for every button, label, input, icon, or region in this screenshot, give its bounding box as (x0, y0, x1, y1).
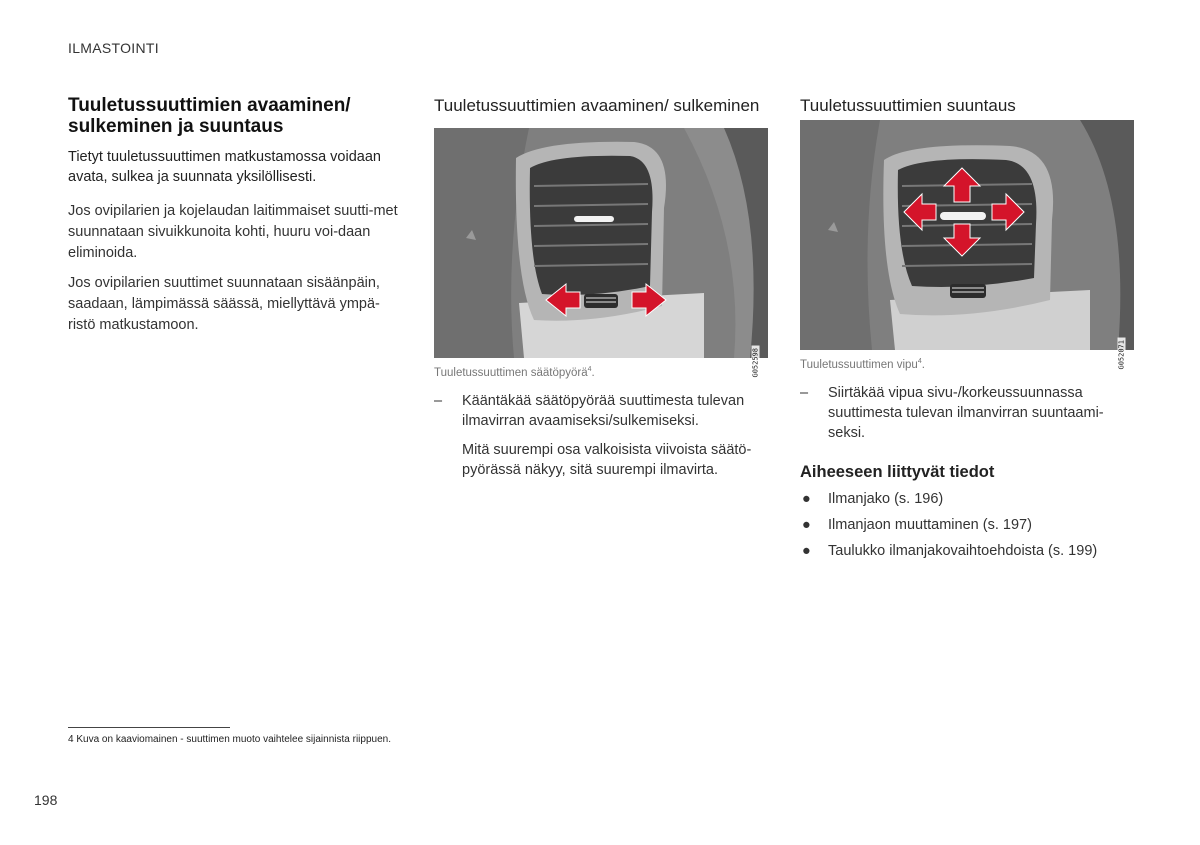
footnote: 4 Kuva on kaaviomainen - suuttimen muoto vaihtelee sijainnista riippuen. (68, 734, 391, 745)
related-links (800, 486, 1134, 564)
vent-thumbwheel-illustration (434, 128, 768, 358)
intro-column (68, 95, 398, 336)
figure-caption: Tuuletussuuttimen säätöpyörä$^4$. (434, 366, 595, 379)
instruction-text: Siirtäkää vipua sivu-/korkeussuunnassa suuttimesta tulevan ilmanvirran suuntaami-seksi. (828, 384, 1104, 441)
open-close-heading: Tuuletussuuttimien avaaminen/ sulkeminen (434, 96, 760, 115)
directing-column (800, 95, 1134, 564)
instruction-step (434, 391, 768, 431)
footnote-divider (68, 727, 230, 728)
dash-marker: – (800, 384, 809, 401)
related-link-distribution-table[interactable]: ● Taulukko ilmanjakovaihtoehdoista (s. 199) (800, 538, 1134, 564)
paragraph-warm-weather: Jos ovipilarien suuttimet suunnataan sisäänpäin, saadaan, lämpimässä säässä, miellyttävä ympä-ristö matkustamoon. (68, 275, 380, 333)
lead-text: Tietyt tuuletussuuttimen matkustamossa voidaan avata, sulkea ja suunnata yksilöllisesti. (68, 149, 381, 185)
page-title: Tuuletussuuttimien avaaminen/ sulkeminen ja suuntaus (68, 95, 351, 137)
figure-code: G052598 (752, 348, 760, 378)
dash-marker: – (434, 392, 443, 409)
figure-caption: Tuuletussuuttimen vipu$^4$. (800, 358, 925, 371)
vent-lever-illustration (800, 120, 1134, 350)
related-link-change-distribution[interactable]: ● Ilmanjaon muuttaminen (s. 197) (800, 512, 1134, 538)
paragraph-defrost: Jos ovipilarien ja kojelaudan laitimmaiset suutti-met suunnataan sivuikkunoita kohti, huuru voi-daan eliminoida. (68, 203, 398, 261)
bullet-icon: ● (802, 490, 811, 507)
instruction-note: Mitä suurempi osa valkoisista viivoista säätö-pyörässä näkyy, sitä suurempi ilmavirta. (462, 441, 752, 478)
instruction-step (800, 383, 1134, 443)
page-number: 198 (34, 792, 58, 808)
bullet-icon: ● (802, 516, 811, 533)
related-heading: Aiheeseen liittyvät tiedot (800, 462, 995, 481)
bullet-icon: ● (802, 542, 811, 559)
directing-heading: Tuuletussuuttimien suuntaus (800, 96, 1016, 115)
figure-code: G052071 (1118, 340, 1126, 370)
related-link-air-distribution[interactable]: ● Ilmanjako (s. 196) (800, 486, 1134, 512)
open-close-column (434, 95, 768, 480)
instruction-text: Kääntäkää säätöpyörää suuttimesta tulevan ilmavirran avaamiseksi/sulkemiseksi. (462, 392, 745, 429)
section-label: ILMASTOINTI (68, 40, 159, 56)
